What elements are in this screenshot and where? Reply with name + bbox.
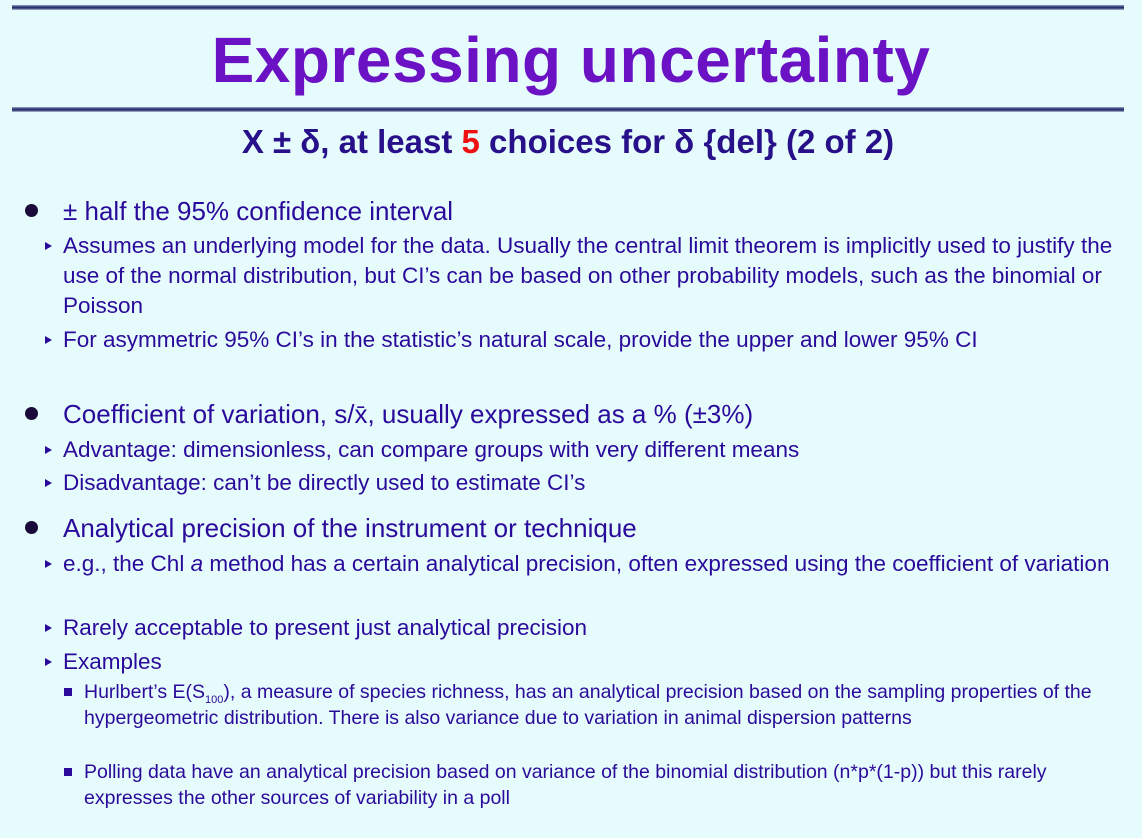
ci-sub1-text: Assumes an underlying model for the data. Usually the central limit theorem is implicitly used to justify the use of the normal distribution, but CI’s can be based on other probability models, such as the binomial or Poisson — [63, 233, 1113, 318]
ap-example2-text: Polling data have an analytical precision based on variance of the binomial distribution (n*p*(1-p)) but this rarely expresses the other sources of variability in a poll — [84, 761, 1047, 809]
sub-bullet-triangle-icon — [45, 479, 52, 487]
cv-sub1-text: Advantage: dimensionless, can compare groups with very different means — [63, 437, 800, 462]
sub-bullet-triangle-icon — [45, 446, 52, 454]
ap-sub1-prefix: e.g., the Chl — [63, 551, 191, 576]
ap-sub2-text: Rarely acceptable to present just analytical precision — [63, 615, 588, 640]
example-square-bullet-icon — [64, 688, 72, 696]
ap-sub1-text — [63, 549, 1123, 579]
example1-suffix: ), a measure of species richness, has an analytical precision based on the sampling properties of the hypergeometric distribution. There is also variance due to variation in animal dispersion patterns — [84, 681, 1092, 729]
ap-sub3-text: Examples — [63, 649, 162, 674]
ci-sub2-text: For asymmetric 95% CI’s in the statistic’s natural scale, provide the upper and lower 95% CI — [63, 327, 978, 352]
sub-bullet-triangle-icon — [45, 336, 52, 344]
sub-bullet-triangle-icon — [45, 242, 52, 250]
sub-bullet-triangle-icon — [45, 658, 52, 666]
cv-heading-prefix: Coefficient of variation, s/ — [63, 399, 355, 429]
sub-bullet-triangle-icon — [45, 560, 52, 568]
bullet-dot-icon — [25, 407, 38, 420]
title-top-rule — [12, 5, 1124, 10]
bullet-cv-heading — [63, 398, 1123, 430]
cv-heading-suffix: , usually expressed as a % (±3%) — [367, 399, 754, 429]
ap-example1-text — [84, 680, 1114, 731]
example1-subscript: 100 — [205, 693, 224, 706]
subtitle-prefix: X ± δ, at least — [241, 123, 462, 160]
bullet-ap-heading: Analytical precision of the instrument or technique — [63, 513, 637, 543]
ap-sub1-suffix: method has a certain analytical precision, often expressed using the coefficient of variation — [203, 551, 1110, 576]
example1-prefix: Hurlbert’s E(S — [84, 681, 206, 703]
cv-sub2-text: Disadvantage: can’t be directly used to estimate CI’s — [63, 470, 586, 495]
sub-bullet-triangle-icon — [45, 624, 52, 632]
subtitle-accent-number: 5 — [461, 123, 480, 160]
bullet-ci-heading: ± half the 95% confidence interval — [63, 196, 454, 226]
bullet-dot-icon — [25, 204, 38, 217]
subtitle-suffix: choices for δ {del} (2 of 2) — [479, 123, 895, 160]
title-bottom-rule — [12, 107, 1124, 112]
slide-subtitle — [0, 120, 1136, 164]
bullet-dot-icon — [25, 521, 38, 534]
example-square-bullet-icon — [64, 768, 72, 776]
slide-title: Expressing uncertainty — [211, 24, 931, 96]
x-bar-symbol: x̄ — [354, 399, 368, 429]
ap-sub1-italic: a — [190, 551, 204, 576]
